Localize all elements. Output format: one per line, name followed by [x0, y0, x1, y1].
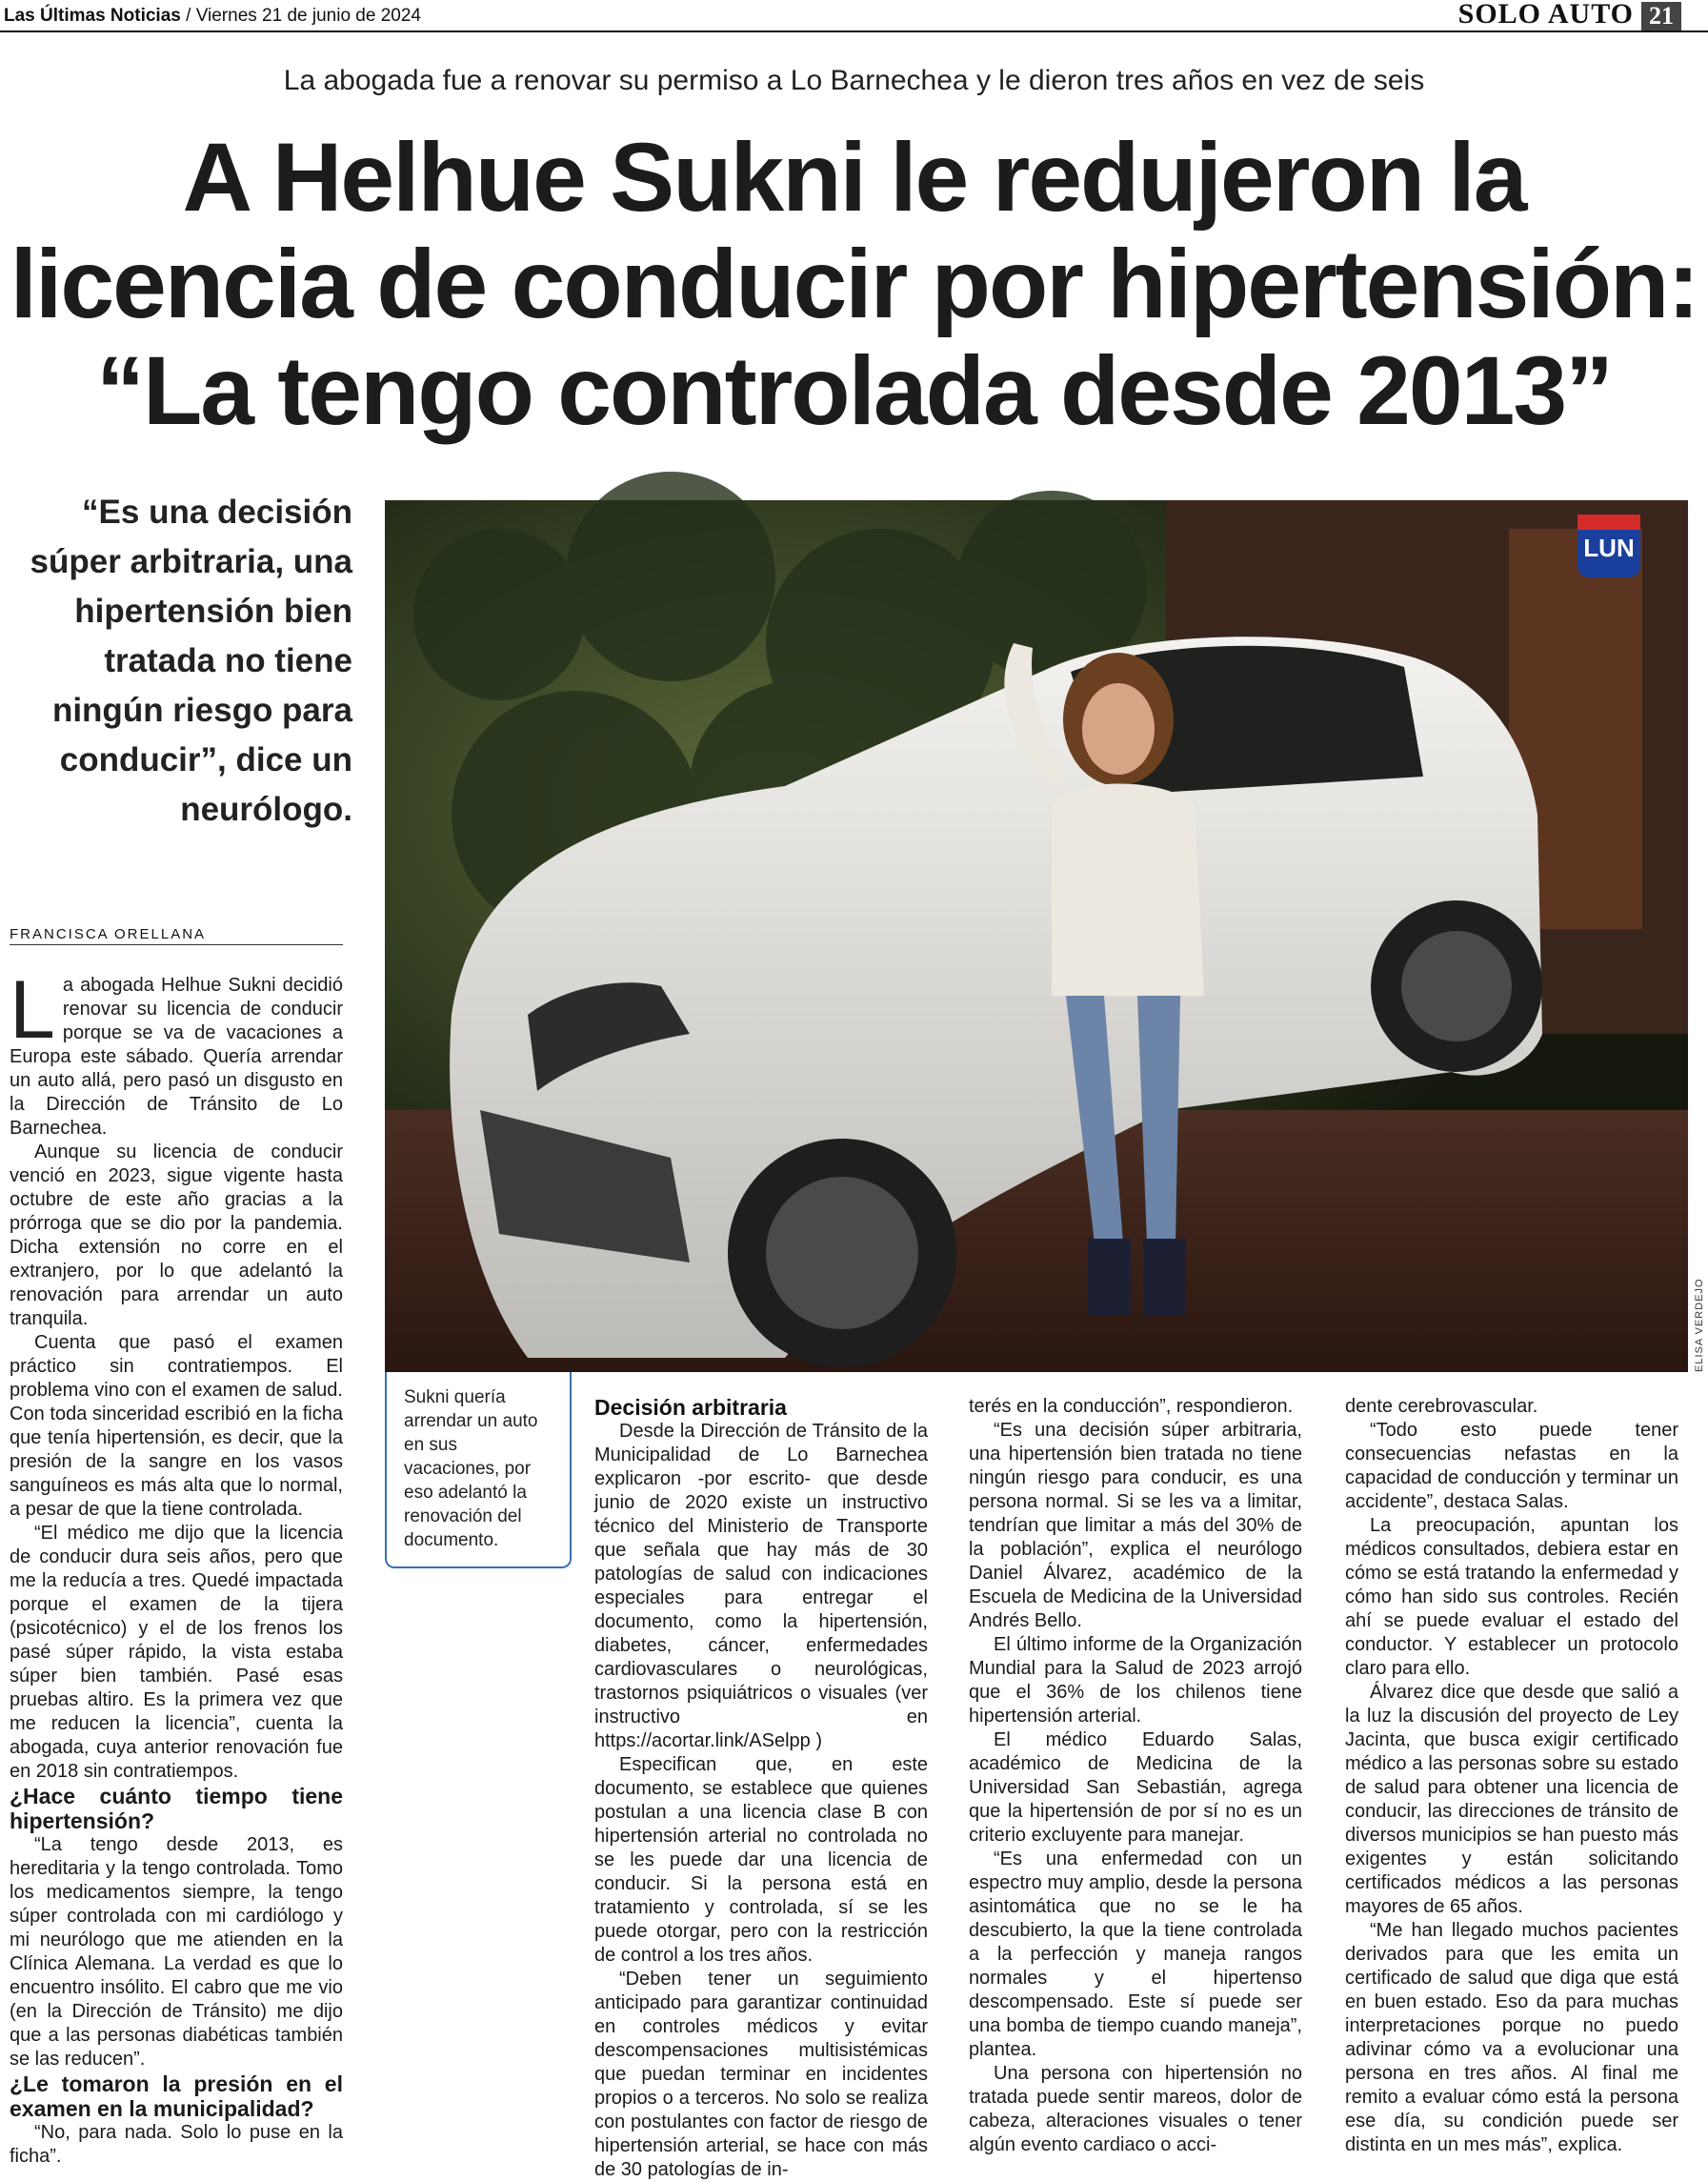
- headline: A Helhue Sukni le redujeron la licencia de conducir por hipertensión: “La tengo controlada desde 2013”: [10, 123, 1698, 445]
- paragraph: Una persona con hipertensión no tratada puede sentir mareos, dolor de cabeza, alteraciones visuales o tener algún evento cardiaco o acci-: [969, 2063, 1302, 2155]
- newspaper-name: Las Últimas Noticias: [4, 6, 181, 26]
- paragraph: La preocupación, apuntan los médicos consultados, debiera estar en cómo se está tratando la enfermedad y cómo han sido sus controles. Recién ahí se puede evaluar el estado del conductor. Y establecer un protocolo claro para ello.: [1345, 1515, 1678, 1679]
- page-number: 21: [1641, 2, 1681, 30]
- paragraph: Cuenta que pasó el examen práctico sin contratiempos. El problema vino con el examen de salud. Con toda sinceridad escribió en la ficha que tenía hipertensión, es decir, que la presión de la sangre en los vasos sanguíneos es más alta que lo normal, a pesar de que la tiene controlada.: [10, 1332, 343, 1520]
- paragraph: “Todo esto puede tener consecuencias nefastas en la capacidad de conducción y terminar un accidente”, destaca Salas.: [1345, 1420, 1678, 1512]
- paragraph: terés en la conducción”, respondieron.: [969, 1396, 1294, 1417]
- paragraph: “No, para nada. Solo lo puse en la ficha”.: [10, 2122, 343, 2167]
- photo-caption: Sukni quería arrendar un auto en sus vacaciones, por eso adelantó la renovación del documento.: [385, 1372, 572, 1568]
- masthead: [4, 6, 421, 27]
- article-photo: [385, 500, 1688, 1372]
- article-column-4: [1345, 1395, 1678, 2162]
- lead-paragraph: [10, 964, 343, 1141]
- paragraph: Especifican que, en este documento, se establece que quienes postulan a una licencia clase B con hipertensión arterial no controlada no se les puede dar una licencia de conducir. Si la persona está en tratamiento y controlada, sí se les puede otorgar, pero con la restricción de control a los tres años.: [594, 1754, 928, 1966]
- kicker: La abogada fue a renovar su permiso a Lo Barnechea y le dieron tres años en vez de seis: [283, 65, 1425, 96]
- paragraph: “Deben tener un seguimiento anticipado para garantizar continuidad en controles médicos y evitar descompensaciones multisistémicas que puedan terminar en incidentes propios o a terceros. No solo se realiza con postulantes con factor de riesgo de hipertensión arterial, se hace con más de 30 patologías de in-: [594, 1969, 928, 2180]
- article-column-2: [594, 1395, 928, 2180]
- page-header: [0, 0, 1708, 32]
- paragraph: “El médico me dijo que la licencia de conducir dura seis años, pero que me la reducía a tres. Quedé impactada porque el examen de la tijera (psicotécnico) y el de los frenos los pasé súper rápido, la vista estaba súper bien también. Pasé esas pruebas altiro. Es la primera vez que me reducen la licencia”, cuenta la abogada, cuya anterior renovación fue en 2018 sin contratiempos.: [10, 1523, 343, 1782]
- masthead-separator: /: [180, 6, 196, 26]
- article-column-1: [10, 964, 343, 2167]
- lun-logo: [1577, 515, 1640, 577]
- section-name: SOLO AUTO: [1457, 0, 1634, 30]
- paragraph: “Es una enfermedad con un espectro muy amplio, desde la persona asintomática que no se le ha descubierto, la que la tiene controlada a la perfección y maneja rangos normales y el hipertenso descompensado. Este sí puede ser una bomba de tiempo cuando maneja”, plantea.: [969, 1849, 1302, 2060]
- interview-question: ¿Hace cuánto tiempo tiene hipertensión?: [10, 1784, 343, 1833]
- lead-text: a abogada Helhue Sukni decidió renovar su licencia de conducir porque se va de vacaciones a Europa este sábado. Quería arrendar un auto allá, pero pasó un disgusto en la Dirección de Tránsito de Lo Barnechea.: [10, 975, 343, 1139]
- byline: FRANCISCA ORELLANA: [10, 926, 343, 945]
- paragraph: “Es una decisión súper arbitraria, una hipertensión bien tratada no tiene ningún riesgo para conducir, es una persona normal. Si se les va a limitar, tendrían que limitar a más del 30% de la población”, explica el neurólogo Daniel Álvarez, académico de la Escuela de Medicina de la Universidad Andrés Bello.: [969, 1420, 1302, 1631]
- paragraph: dente cerebrovascular.: [1345, 1396, 1538, 1417]
- photo-credit: ELISA VERDEJO: [1694, 1278, 1705, 1372]
- paragraph: “La tengo desde 2013, es hereditaria y la tengo controlada. Tomo los medicamentos siempre, la tengo súper controlada con mi cardiólogo y mi neurólogo que me atienden en la Clínica Alemana. La verdad es que lo encuentro insólito. El cabro que me vio (en la Dirección de Tránsito) me dijo que a las personas diabéticas también se las reducen”.: [10, 1834, 343, 2070]
- paragraph: “Me han llegado muchos pacientes derivados para que les emita un certificado de salud que diga que está en buen estado. Eso da para muchas interpretaciones porque no puedo adivinar cómo va a evolucionar una persona en tres años. Al final me remito a evaluar cómo está la persona ese día, su condición puede ser distinta en un mes más”, explica.: [1345, 1920, 1678, 2155]
- issue-date: Viernes 21 de junio de 2024: [195, 6, 421, 26]
- paragraph: El médico Eduardo Salas, académico de Medicina de la Universidad San Sebastián, agrega que la hipertensión de por sí no es un criterio excluyente para manejar.: [969, 1729, 1302, 1846]
- pull-quote: “Es una decisión súper arbitraria, una hipertensión bien tratada no tiene ningún riesgo para conducir”, dice un neurólogo.: [30, 494, 352, 828]
- interview-question: ¿Le tomaron la presión en el examen en la municipalidad?: [10, 2071, 343, 2121]
- paragraph: Aunque su licencia de conducir venció en 2023, sigue vigente hasta octubre de este año gracias a la prórroga que se dio por la pandemia. Dicha extensión no corre en el extranjero, por lo que adelantó la renovación para arrendar un auto tranquila.: [10, 1142, 343, 1329]
- paragraph: El último informe de la Organización Mundial para la Salud de 2023 arrojó que el 36% de los chilenos tiene hipertensión arterial.: [969, 1634, 1302, 1727]
- photo-illustration: [385, 500, 1688, 1372]
- paragraph: Desde la Dirección de Tránsito de la Municipalidad de Lo Barnechea explicaron -por escrito- que desde junio de 2020 existe un instructivo técnico del Ministerio de Transporte que señala que hay más de 30 patologías de salud con indicaciones especiales para entregar el documento, como la hipertensión, diabetes, cáncer, enfermedades cardiovasculares o neurológicas, trastornos psiquiátricos o visuales (ver instructivo en https://acortar.link/ASelpp ): [594, 1421, 928, 1751]
- lun-logo-text: LUN: [1583, 534, 1635, 562]
- subheading: Decisión arbitraria: [594, 1395, 787, 1420]
- article-column-3: [969, 1395, 1302, 2162]
- drop-cap: L: [10, 964, 55, 1056]
- paragraph: Álvarez dice que desde que salió a la luz la discusión del proyecto de Ley Jacinta, que busca exigir certificado médico a las personas sobre su estado de salud para obtener una licencia de conducir, las direcciones de tránsito de diversos municipios se han puesto más exigentes y están solicitando certificados médicos a las personas mayores de 65 años.: [1345, 1682, 1678, 1917]
